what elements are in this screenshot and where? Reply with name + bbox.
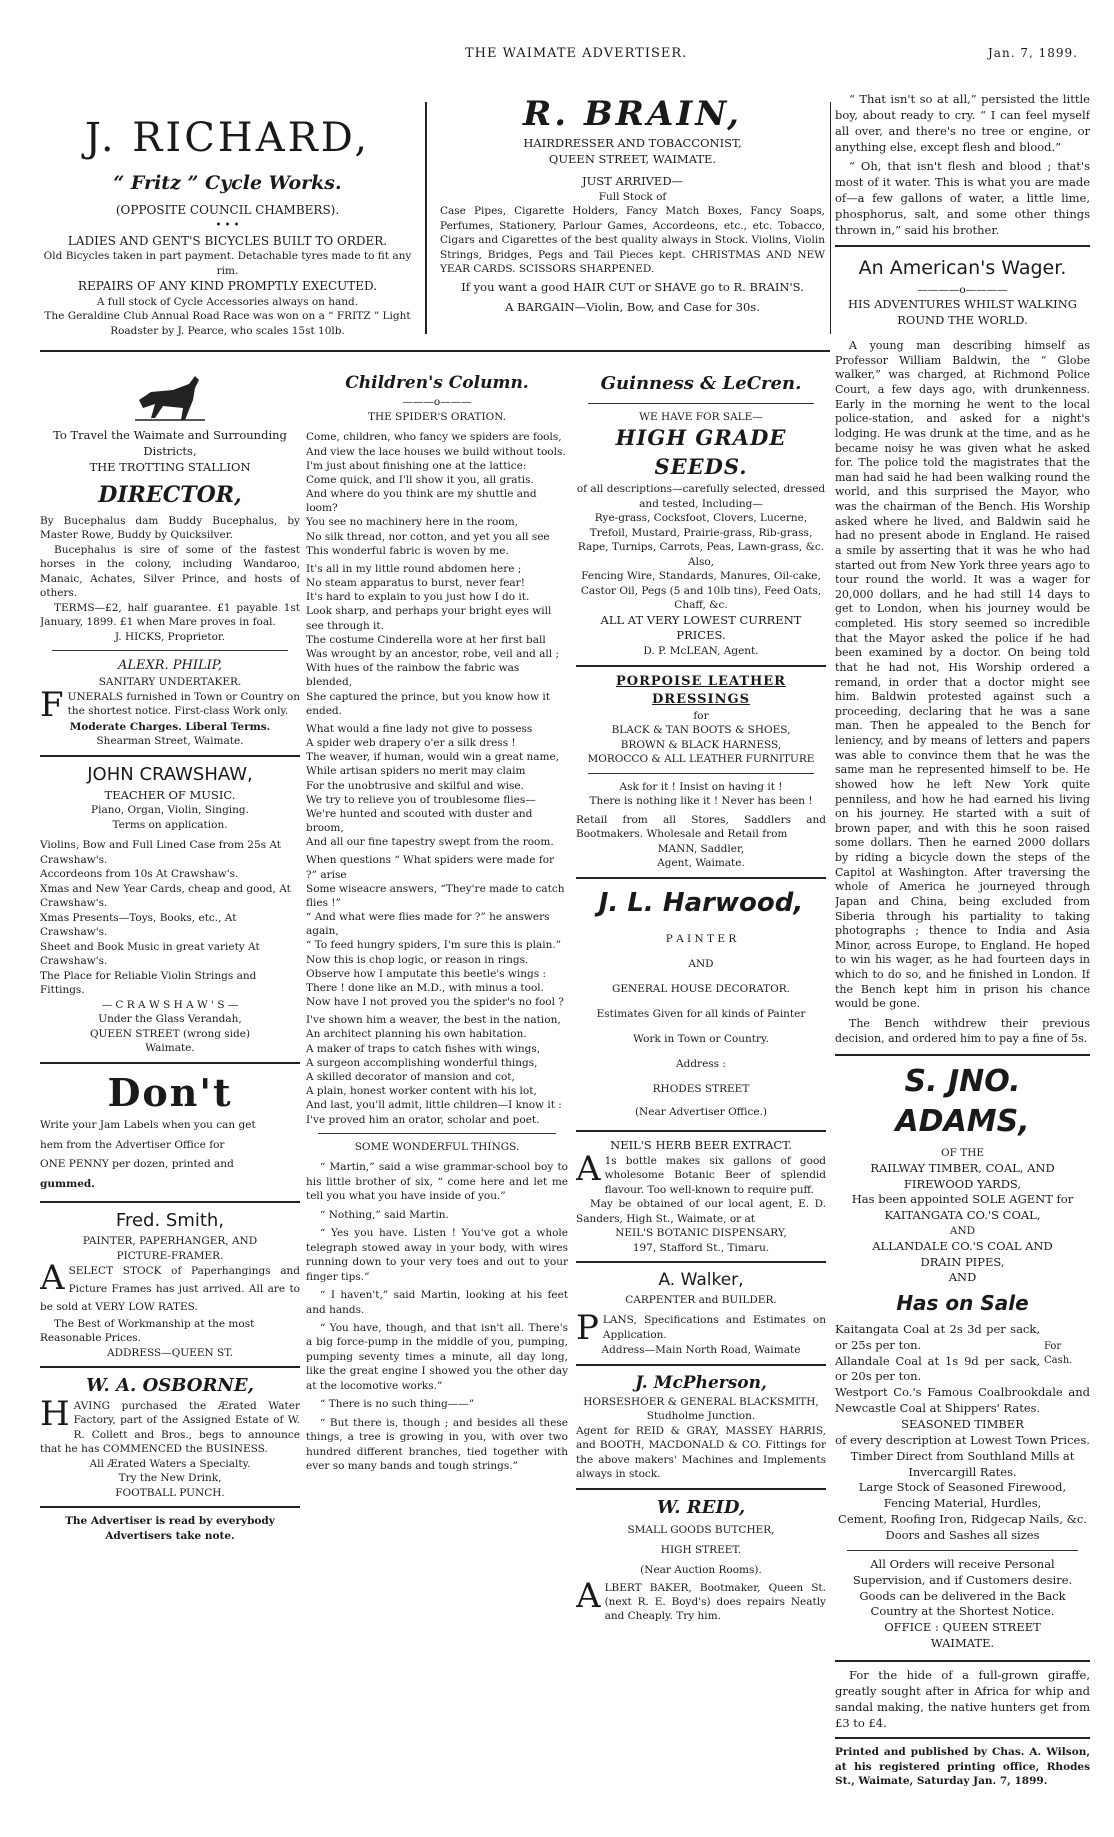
brain-line: JUST ARRIVED— <box>581 173 684 188</box>
guinness-line: D. P. McLEAN, Agent. <box>643 645 759 658</box>
dropcap: F <box>40 684 64 725</box>
adams-for-cash: For Cash. <box>1044 1340 1073 1366</box>
divider <box>576 1488 826 1490</box>
adams-coal-prices <box>835 1322 1090 1385</box>
dont-line: ONE PENNY per dozen, printed and <box>40 1158 234 1171</box>
crawshaw-line: Xmas and New Year Cards, cheap and good, At Crawshaw's. <box>40 882 291 910</box>
porpoise-line: Ask for it ! Insist on having it ! <box>619 780 783 793</box>
walker-name: A. Walker, <box>658 1270 744 1291</box>
neil-line: 1s bottle makes six gallons of good wholesome Botanic Beer of splendid flavour. Too well-known to require puff. <box>604 1154 826 1196</box>
stallion-line: J. HICKS, Proprietor. <box>114 630 226 643</box>
adams-line: OFFICE : QUEEN STREET <box>884 1620 1041 1635</box>
dropcap: H <box>40 1393 70 1434</box>
adams-line: FIREWOOD YARDS, <box>903 1176 1022 1191</box>
wonderful-title: SOME WONDERFUL THINGS. <box>354 1140 520 1153</box>
crawshaw-line: TEACHER OF MUSIC. <box>104 787 236 802</box>
richard-advert <box>35 112 420 338</box>
dropcap: A <box>40 1258 65 1299</box>
mcpherson-name: J. McPherson, <box>635 1372 767 1393</box>
neil-line: May be obtained of our local agent, E. D. Sanders, High St., Waimate, or at <box>576 1198 826 1225</box>
divider <box>588 403 814 404</box>
neil-name: NEIL'S HERB BEER EXTRACT. <box>610 1137 792 1152</box>
richard-dots: • • • <box>215 219 240 231</box>
stallion-line: By Bucephalus dam Buddy Bucephalus, by Master Rowe, Buddy by Quicksilver. <box>40 514 300 542</box>
smith-line: ADDRESS—QUEEN ST. <box>107 1346 233 1359</box>
wonderful-paragraph: “ Nothing,” said Martin. <box>320 1208 449 1221</box>
guinness-seeds: HIGH GRADE SEEDS. <box>615 425 787 480</box>
harwood-line: AND <box>688 957 714 970</box>
porpoise-line: MOROCCO & ALL LEATHER FURNITURE <box>587 753 815 766</box>
adams-line: ALLANDALE CO.'S COAL AND <box>872 1238 1053 1253</box>
neil-text <box>576 1148 826 1197</box>
harwood-line: GENERAL HOUSE DECORATOR. <box>611 982 790 995</box>
smith-line: PICTURE-FRAMER. <box>116 1249 224 1262</box>
richard-line: Old Bicycles taken in part payment. Detachable tyres made to fit any rim. <box>43 250 412 277</box>
divider <box>835 245 1090 247</box>
adams-line: Has been appointed SOLE AGENT for <box>851 1192 1074 1207</box>
wonderful-paragraph: “ But there is, though ; and besides all these things, a tree is growing in you, with over two hundred different branches, tied together with ever so many bands and tough strings.” <box>306 1416 568 1473</box>
adams-name: S. JNO. ADAMS, <box>895 1064 1030 1140</box>
dont-line: Write your Jam Labels when you can get <box>40 1118 256 1131</box>
divider <box>847 1550 1078 1551</box>
osborne-line: All Ærated Waters a Specialty. <box>89 1457 251 1470</box>
brain-line: QUEEN STREET, WAIMATE. <box>548 151 717 166</box>
divider <box>835 1737 1090 1739</box>
porpoise-line: Agent, Waimate. <box>657 857 745 870</box>
children-column <box>306 372 568 1478</box>
wonderful-paragraph: “ You have, though, and that isn't all. There's a big force-pump in the middle of you, pumping, pumping seventy times a minute, all day long, like the great engine I showed you the other day at the locomotive works.” <box>306 1322 568 1392</box>
crawshaw-line: QUEEN STREET (wrong side) <box>89 1027 251 1040</box>
adams-line: WAIMATE. <box>930 1636 995 1651</box>
crawshaw-line: Piano, Organ, Violin, Singing. <box>91 804 249 817</box>
walker-line: CARPENTER and BUILDER. <box>625 1293 777 1306</box>
porpoise-line: MANN, Saddler, <box>657 842 745 855</box>
crawshaw-line: Sheet and Book Music in great variety At Crawshaw's. <box>40 940 260 968</box>
column-rule <box>830 102 831 334</box>
wager-separator: ————o———— <box>917 283 1008 296</box>
adams-line: KAITANGATA CO.'S COAL, <box>884 1208 1041 1223</box>
adams-line: OF THE <box>940 1147 985 1160</box>
crawshaw-line: Xmas Presents—Toys, Books, etc., At Crawshaw's. <box>40 911 237 939</box>
wonderful-paragraph: “ There is no such thing——” <box>320 1398 475 1411</box>
harwood-line: (Near Advertiser Office.) <box>634 1105 768 1118</box>
porpoise-line: BROWN & BLACK HARNESS, <box>620 738 782 751</box>
wager-subtitle: HIS ADVENTURES WHILST WALKING ROUND THE WORLD. <box>848 297 1077 328</box>
porpoise-line: Retail from all Stores, Saddlers and Bootmakers. Wholesale and Retail from <box>576 813 826 841</box>
poem-verse: When questions “ What spiders were made for ?” arise Some wiseacre answers, “They're made to catch flies !” “ And what were flies made for ?” he answers again, “ To feed hungry spiders, I'm sure this is plain.” Now this is chop logic, or reason in rings. Observe how I amputate this beetle's wings : There ! done like an M.D., with minus a tool. Now have I not proved you the spider's no fool ? <box>306 854 565 1009</box>
children-subtitle: THE SPIDER'S ORATION. <box>367 410 507 423</box>
dont-line: gummed. <box>40 1178 95 1191</box>
crawshaw-line: — C R A W S H A W ' S — <box>101 998 239 1011</box>
osborne-name: W. A. OSBORNE, <box>86 1375 254 1397</box>
divider <box>835 1660 1090 1662</box>
horse-icon <box>133 370 207 422</box>
page-header <box>0 40 1114 64</box>
adams-line: AND <box>949 1225 976 1238</box>
wonderful-paragraph: “ Martin,” said a wise grammar-school boy to his little brother of six, “ come here and let me tell you what you have inside of you.” <box>306 1161 568 1203</box>
philip-line: Moderate Charges. Liberal Terms. <box>69 720 271 733</box>
adams-line: Timber Direct from Southland Mills at Invercargill Rates. <box>850 1448 1075 1479</box>
adams-line: DRAIN PIPES, <box>920 1254 1005 1269</box>
smith-line: PAINTER, PAPERHANGER, AND <box>82 1235 258 1248</box>
smith-text <box>40 1258 300 1317</box>
crawshaw-name: JOHN CRAWSHAW, <box>87 763 253 785</box>
reid-line: (Near Auction Rooms). <box>640 1563 762 1576</box>
adams-line: of every description at Lowest Town Prices. <box>835 1432 1090 1447</box>
dropcap: P <box>576 1308 599 1349</box>
reid-line: SMALL GOODS BUTCHER, <box>627 1523 775 1536</box>
crawshaw-line: Accordeons from 10s At Crawshaw's. <box>40 868 239 881</box>
richard-subtitle: “ Fritz ” Cycle Works. <box>113 172 342 194</box>
smith-line: The Best of Workmanship at the most Reasonable Prices. <box>40 1317 255 1345</box>
children-title: Children's Column. <box>345 373 529 393</box>
osborne-line: FOOTBALL PUNCH. <box>115 1486 225 1499</box>
dropcap: A <box>576 1148 601 1189</box>
crawshaw-line: Terms on application. <box>112 818 228 831</box>
philip-line: Shearman Street, Waimate. <box>96 735 244 748</box>
philip-line: SANITARY UNDERTAKER. <box>98 676 242 689</box>
philip-text <box>40 684 300 725</box>
divider <box>576 1130 826 1132</box>
poem-verse: What would a fine lady not give to possess A spider web drapery o'er a silk dress ! The weaver, if human, would win a great name, While artisan spiders no merit may claim For the unobtrusive and skilful and wise. We try to relieve you of troublesome flies— We're hunted and scouted with duster and broom, And all our fine tapestry swept from the room. <box>306 722 560 849</box>
adams-line: Cement, Roofing Iron, Ridgecap Nails, &c. Doors and Sashes all sizes <box>838 1512 1087 1542</box>
stallion-line: Bucephalus is sire of some of the fastest horses in the colony, including Wandaroo, Manaic, Achates, Silver Prince, and hosts of others. <box>40 543 300 600</box>
guinness-line: WE HAVE FOR SALE— <box>639 410 763 423</box>
giraffe-paragraph: For the hide of a full-grown giraffe, greatly sought after in Africa for whip and sandal making, the native hunters get from £3 to £4. <box>835 1668 1090 1730</box>
brain-line: Full Stock of <box>598 190 667 203</box>
children-separator: ———o——— <box>402 396 472 409</box>
story-continuation <box>835 92 1090 1793</box>
crawshaw-line: Violins, Bow and Full Lined Case from 25s At Crawshaw's. <box>40 839 281 866</box>
richard-name: J. RICHARD, <box>84 115 371 161</box>
wager-title: An American's Wager. <box>858 256 1067 279</box>
divider <box>576 877 826 879</box>
adams-line: All Orders will receive Personal Supervision, and if Customers desire. Goods can be delivered in the Back Country at the Shortest Notice. <box>852 1556 1073 1619</box>
divider <box>576 1261 826 1263</box>
guinness-line: Rye-grass, Cocksfoot, Clovers, Lucerne, Trefoil, Mustard, Prairie-grass, Rib-grass, Rape, Turnips, Carrots, Peas, Lawn-grass, &c. <box>577 512 825 554</box>
divider <box>40 1201 300 1203</box>
richard-line: A full stock of Cycle Accessories always on hand. <box>96 295 359 308</box>
osborne-line: Try the New Drink, <box>118 1472 222 1485</box>
stallion-line: TERMS—£2, half guarantee. £1 payable 1st January, 1899. £1 when Mare proves in foal. <box>40 601 300 629</box>
brain-name: R. BRAIN, <box>523 94 742 134</box>
brain-line: HAIRDRESSER AND TOBACCONIST, <box>523 136 742 150</box>
divider <box>52 650 288 651</box>
harwood-name: J. L. Harwood, <box>598 887 804 918</box>
porpoise-line: BLACK & TAN BOOTS & SHOES, <box>611 724 791 737</box>
brain-line: If you want a good HAIR CUT or SHAVE go to R. BRAIN'S. <box>461 280 804 295</box>
stallion-line: THE TROTTING STALLION <box>89 459 251 474</box>
neil-line: NEIL'S BOTANIC DISPENSARY, <box>615 1227 787 1240</box>
masthead-title: THE WAIMATE ADVERTISER. <box>465 46 688 61</box>
issue-date: Jan. 7, 1899. <box>988 46 1078 60</box>
osborne-text <box>40 1393 300 1457</box>
imprint: Printed and published by Chas. A. Wilson, at his registered printing office, Rhodes St., Waimate, Saturday Jan. 7, 1899. <box>835 1746 1090 1788</box>
wager-paragraph: The Bench withdrew their previous decision, and ordered him to pay a fine of 5s. <box>835 1016 1090 1046</box>
dont-title: Don't <box>107 1069 233 1115</box>
smith-line: SELECT STOCK of Paperhangings and Picture Frames has just arrived. All are to be sold at VERY LOW RATES. <box>40 1265 300 1313</box>
brain-advert <box>440 92 825 316</box>
adams-line: AND <box>948 1270 977 1285</box>
porpoise-line: for <box>693 709 709 722</box>
philip-name: ALEXR. PHILIP, <box>117 658 223 674</box>
guinness-line: Fencing Wire, Standards, Manures, Oil-cake, Castor Oil, Pegs (5 and 10lb tins), Feed Oats, Chaff, &c. <box>580 570 822 612</box>
divider <box>835 1054 1090 1056</box>
stallion-name: DIRECTOR, <box>98 481 242 508</box>
wager-paragraph: A young man describing himself as Professor William Baldwin, the “ Globe walker,” was charged, at Richmond Police Court, a few days ago, with drunkenness. Early in the morning he went to the local police-station, and asked for a night's lodging. He was drunk at the time, and as he became noisy he was given what he asked for. The police told the magistrates that the man had said he had been walking round the world, and this surprised the Mayor, who was the chairman of the Bench. His Worship asked where he lived, and Baldwin said he had no present abode in England. He raised a smile by asserting that it was he who had started out from New York three years ago to tour round the world. It was a wager for 20,000 dollars, and he had still 14 days to get to London, when his journey would be completed. His story seemed so incredible that the Mayor asked the police if he had been examined by a doctor. On being told that he had not, His Worship ordered a remand, in order that a doctor might see him. Baldwin protested against such a proceeding, declaring that he was a sane man. Then he appealed to the Bench for leniency, and by means of letters and papers was able to convince them that he was the same man he represented himself to be. He showed how he left New York quite penniless, and how he had earned his living on his journey. He started with a suit of brown paper, and with this he soon raised some dollars. Then he earned 2000 dollars by riding a bicycle down the steps of the Capitol at Washington. After traversing the whole of America he journeyed through Japan and China, being excluded from Siberia through his partiality to taking photographs ; thence to India and Asia Minor, across Europe, to England. He hoped to win his wager, as he had fourteen days in which to do so, and he finished in London. If the Bench kept him in prison his chance would be gone. <box>835 339 1090 1011</box>
divider <box>576 1364 826 1366</box>
story-paragraph: “ Oh, that isn't flesh and blood ; that's most of it water. This is what you are made of—a few gallons of water, a little lime, phosphorus, salt, and some other things thrown in,” said his brother. <box>835 159 1090 237</box>
reid-line: LBERT BAKER, Bootmaker, Queen St. (next R. E. Boyd's) does repairs Neatly and Cheaply. Try him. <box>604 1581 826 1623</box>
stallion-line: To Travel the Waimate and Surrounding Districts, <box>53 428 287 458</box>
reid-line: HIGH STREET. <box>660 1543 742 1556</box>
dropcap: A <box>576 1575 601 1616</box>
column-3 <box>576 372 826 1624</box>
wonderful-paragraph: “ I haven't,” said Martin, looking at his feet and hands. <box>306 1289 568 1316</box>
walker-line: LANS, Specifications and Estimates on Application. <box>602 1314 826 1341</box>
smith-name: Fred. Smith, <box>115 1210 225 1232</box>
column-rule <box>425 102 427 334</box>
divider <box>588 773 814 774</box>
walker-line: Address—Main North Road, Waimate <box>601 1344 801 1357</box>
philip-line: UNERALS furnished in Town or Country on the shortest notice. First-class Work only. <box>67 690 300 718</box>
dont-line: hem from the Advertiser Office for <box>40 1138 225 1151</box>
richard-line: REPAIRS OF ANY KIND PROMPTLY EXECUTED. <box>77 279 378 294</box>
harwood-line: Estimates Given for all kinds of Painter <box>596 1008 806 1021</box>
guinness-line: of all descriptions—carefully selected, dressed and tested, Including— <box>576 483 826 510</box>
harwood-line: Address : <box>676 1058 726 1071</box>
harwood-line: Work in Town or Country. <box>633 1033 769 1046</box>
divider <box>318 1133 556 1134</box>
poem-verse: Come, children, who fancy we spiders are fools, And view the lace houses we build without tools. I'm just about finishing one at the lattice: Come quick, and I'll show it you, all gratis. And where do you think are my shuttle and loom? You see no machinery here in the room, No silk thread, nor cotton, and yet you all see This wonderful fabric is woven by me. <box>306 431 566 557</box>
story-paragraph: “ That isn't so at all,” persisted the little boy, about ready to cry. “ I can feel myself all over, and there's no tree or engine, or anything else, except flesh and blood.” <box>835 92 1090 154</box>
osborne-line: AVING purchased the Ærated Water Factory, part of the Assigned Estate of W. R. Collett and Bros., begs to announce that he has COMMENCED the BUSINESS. <box>40 1399 300 1456</box>
poem-verse: I've shown him a weaver, the best in the nation, An architect planning his own habitation. A maker of traps to catch fishes with wings, A surgeon accomplishing wonderful things, A skilled decorator of mansion and cot, A plain, honest worker content with his lot, And last, you'll admit, little children—I know it : I've proved him an orator, scholar and poet. <box>306 1014 562 1126</box>
adams-line: SEASONED TIMBER <box>901 1416 1024 1431</box>
harwood-line: RHODES STREET <box>652 1082 750 1095</box>
brain-line: A BARGAIN—Violin, Bow, and Case for 30s. <box>505 300 760 315</box>
crawshaw-line: Waimate. <box>145 1042 195 1055</box>
adams-sale: Has on Sale <box>896 1291 1029 1316</box>
mcpherson-line: Agent for REID & GRAY, MASSEY HARRIS, and BOOTH, MACDONALD & CO. Fittings for the above makers' Machines and Implements always in stock. <box>576 1424 826 1481</box>
crawshaw-line: Under the Glass Verandah, <box>98 1013 242 1026</box>
guinness-line: Also, <box>688 555 714 568</box>
mcpherson-line: Studholme Junction. <box>646 1410 756 1423</box>
column-1 <box>40 370 300 1543</box>
divider <box>40 755 300 757</box>
wonderful-paragraph: “ Yes you have. Listen ! You've got a whole telegraph stowed away in your body, with wires running down to your very toes and out to your finger tips.” <box>306 1227 568 1283</box>
divider <box>576 665 826 667</box>
reid-name: W. REID, <box>656 1496 746 1518</box>
adams-line: Westport Co.'s Famous Coalbrookdale and Newcastle Coal at Shippers' Rates. <box>835 1385 1090 1416</box>
crawshaw-line: The Place for Reliable Violin Strings and Fittings. <box>40 969 257 997</box>
osborne-line: The Advertiser is read by everybody Advertisers take note. <box>65 1515 275 1542</box>
harwood-line: P A I N T E R <box>665 932 737 945</box>
walker-text <box>576 1308 826 1349</box>
brain-body: Case Pipes, Cigarette Holders, Fancy Match Boxes, Fancy Soaps, Perfumes, Stationery, Parlour Games, Accordeons, etc., etc. Tobacco, Cigars and Cigarettes of the best quality always in Stock. Violins, Violin Strings, Bridges, Pegs and Tail Pieces kept. CHRISTMAS AND NEW YEAR CARDS. SCISSORS SHARPENED. <box>440 205 825 275</box>
reid-text <box>576 1575 826 1624</box>
poem-verse: It's all in my little round abdomen here ; No steam apparatus to burst, never fear! It's hard to explain to you just how I do it. Look sharp, and perhaps your bright eyes will see through it. The costume Cinderella wore at her first ball Was wrought by an ancestor, robe, veil and all ; With hues of the rainbow the fabric was blended, She captured the prince, but you know how it ended. <box>306 562 560 717</box>
neil-line: 197, Stafford St., Timaru. <box>632 1241 770 1254</box>
horizontal-rule <box>40 350 830 352</box>
adams-line: RAILWAY TIMBER, COAL, AND <box>870 1160 1055 1175</box>
adams-line: Large Stock of Seasoned Firewood, Fencing Material, Hurdles, <box>858 1480 1067 1511</box>
divider <box>40 1062 300 1064</box>
richard-location: (OPPOSITE COUNCIL CHAMBERS). <box>115 203 340 218</box>
guinness-line: ALL AT VERY LOWEST CURRENT PRICES. <box>600 612 802 643</box>
divider <box>40 1506 300 1508</box>
adams-line: Allandale Coal at 1s 9d per sack, or 20s per ton. <box>835 1353 1040 1384</box>
richard-line: The Geraldine Club Annual Road Race was won on a “ FRITZ ” Light Roadster by J. Pearce, who scales 15st 10lb. <box>44 310 411 337</box>
porpoise-name: PORPOISE LEATHER DRESSINGS <box>615 673 786 707</box>
divider <box>40 1366 300 1368</box>
richard-line: LADIES AND GENT'S BICYCLES BUILT TO ORDER. <box>67 233 388 248</box>
mcpherson-line: HORSESHOER & GENERAL BLACKSMITH, <box>583 1395 819 1408</box>
porpoise-line: There is nothing like it ! Never has been ! <box>589 795 813 808</box>
guinness-name: Guinness & LeCren. <box>600 373 802 394</box>
adams-line: Kaitangata Coal at 2s 3d per sack, or 25s per ton. <box>835 1321 1040 1352</box>
